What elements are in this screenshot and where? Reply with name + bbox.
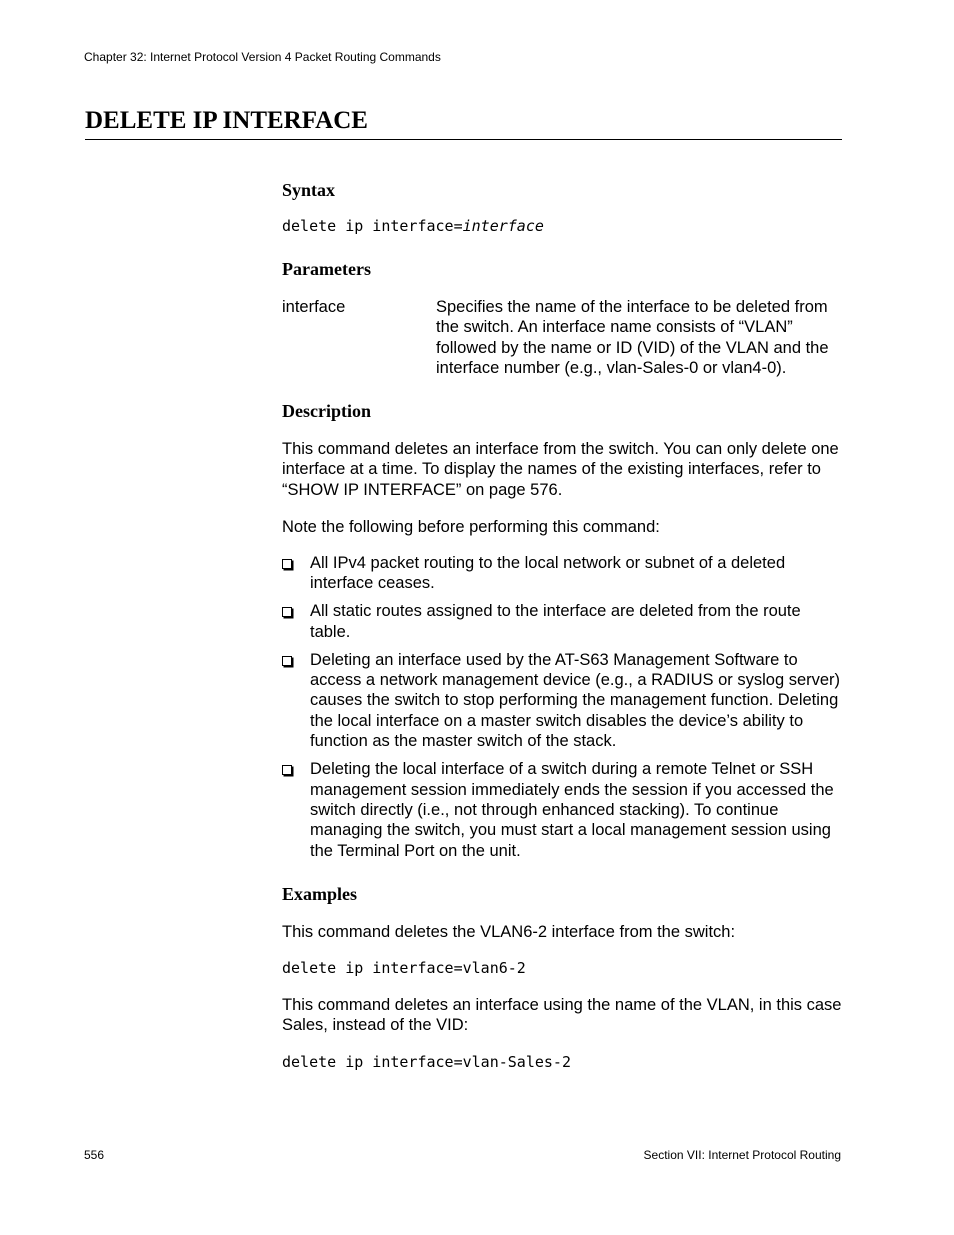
checkbox-bullet-icon [282, 607, 292, 617]
bullet-list [282, 553, 842, 869]
description-paragraph: This command deletes an interface from the switch. You can only delete one interface at a time. To display the names of the existing interfaces, refer to “SHOW IP INTERFACE” on page 576. [282, 440, 839, 499]
bullet-text: All static routes assigned to the interface are deleted from the route table. [310, 602, 801, 641]
parameter-description: Specifies the name of the interface to be deleted from the switch. An interface name consists of “VLAN” followed by the name or ID (VID) of the VLAN and the interface number (e.g., vlan-Sales-0 or vlan4-0). [436, 298, 829, 378]
example-text: This command deletes an interface using the name of the VLAN, in this case Sales, instead of the VID: [282, 996, 842, 1035]
example-text: This command deletes the VLAN6-2 interface from the switch: [282, 923, 736, 941]
running-head: Chapter 32: Internet Protocol Version 4 Packet Routing Commands [84, 50, 441, 64]
list-item [282, 650, 842, 752]
syntax-command: delete ip interface= [282, 217, 463, 235]
checkbox-bullet-icon [282, 765, 292, 775]
footer-section: Section VII: Internet Protocol Routing [643, 1148, 841, 1162]
checkbox-bullet-icon [282, 656, 292, 666]
example-code: delete ip interface=vlan-Sales-2 [282, 1053, 571, 1071]
syntax-heading: Syntax [282, 180, 336, 200]
parameters-heading: Parameters [282, 259, 371, 279]
examples-heading: Examples [282, 884, 358, 904]
description-paragraph: Note the following before performing this command: [282, 518, 660, 536]
description-heading: Description [282, 401, 371, 421]
syntax-code [282, 217, 544, 235]
syntax-argument: interface [462, 217, 544, 235]
bullet-text: All IPv4 packet routing to the local network or subnet of a deleted interface ceases. [310, 554, 786, 593]
bullet-text: Deleting the local interface of a switch during a remote Telnet or SSH management session immediately ends the session if you accessed the switch directly (i.e., not through enhanced stacking). To continue managing the switch, you must start a local management session using the Terminal Port on the unit. [310, 760, 834, 860]
checkbox-bullet-icon [282, 559, 292, 569]
page-number: 556 [84, 1148, 105, 1162]
list-item [282, 759, 842, 861]
list-item [282, 553, 842, 594]
parameter-name: interface [282, 298, 346, 316]
bullet-text: Deleting an interface used by the AT-S63 Management Software to access a network management device (e.g., a RADIUS or syslog server) causes the switch to stop performing the management function. Deleting the local interface on a master switch disables the device’s ability to function as the master switch of the stack. [310, 650, 841, 751]
example-code: delete ip interface=vlan6-2 [282, 959, 526, 977]
list-item [282, 601, 842, 642]
page-title: DELETE IP INTERFACE [85, 106, 842, 140]
